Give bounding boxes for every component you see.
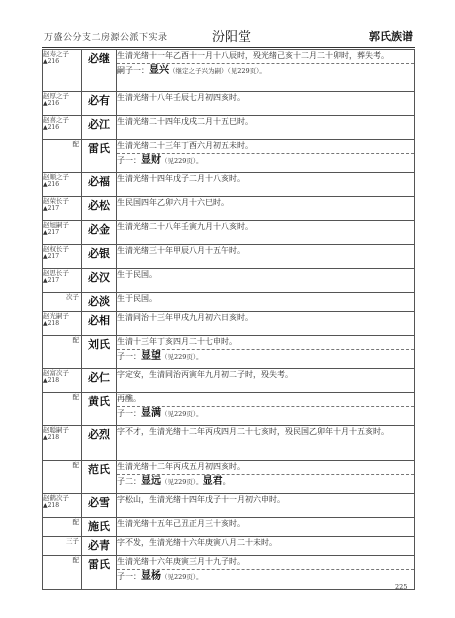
page-reference: （见229页）。: [161, 573, 203, 581]
relation-label: 赵权长子: [43, 245, 69, 253]
relation-cell: [43, 197, 82, 221]
genealogy-row: [43, 140, 415, 173]
person-name: 必淡: [82, 293, 117, 312]
generation-ref: ▲217: [43, 253, 60, 260]
punctuation: 。: [222, 477, 231, 486]
relation-cell: [43, 393, 82, 426]
biography-text: 生清同治十三年甲戌九月初六日亥时。: [117, 313, 253, 322]
relation-cell: [43, 92, 82, 116]
relation-cell: [43, 269, 82, 293]
relation-label: 配: [72, 336, 79, 344]
biography-cell: [117, 173, 415, 197]
genealogy-row: [43, 197, 415, 221]
person-name: 刘氏: [82, 336, 117, 369]
biography-cell: [117, 556, 415, 590]
biography-cell: [117, 494, 415, 518]
genealogy-row: [43, 50, 415, 92]
relation-cell: [43, 537, 82, 556]
person-name: 必继: [82, 50, 117, 92]
genealogy-row: [43, 393, 415, 426]
genealogy-row: [43, 173, 415, 197]
person-name: 必青: [82, 537, 117, 556]
children-line: [117, 569, 414, 583]
person-name: 必福: [82, 173, 117, 197]
relation-cell: [43, 245, 82, 269]
relation-label: 赵寿之子: [43, 50, 69, 58]
genealogy-row: [43, 537, 415, 556]
child-name: 显君: [202, 476, 223, 487]
relation-label: 配: [72, 556, 79, 564]
biography-text: 生清光绪十一年乙酉十一月十八辰时，殁光绪己亥十二月二十卯时，葬失考。: [117, 51, 389, 60]
genealogy-row: [43, 293, 415, 312]
children-label: 子一：: [117, 572, 141, 581]
biography-text: 生于民国。: [117, 294, 157, 303]
biography-text: 字不发，生清光绪十六年庚寅八月二十未时。: [117, 538, 277, 547]
biography-cell: [117, 393, 415, 426]
genealogy-row: [43, 494, 415, 518]
biography-text: 生清光绪二十八年壬寅九月十八亥时。: [117, 222, 253, 231]
page-header: [42, 26, 415, 44]
generation-ref: ▲217: [43, 277, 60, 284]
relation-label: 赵喜之子: [43, 116, 69, 124]
biography-text: 生清光绪二十三年丁酉六月初五未时。: [117, 141, 253, 150]
genealogy-row: [43, 269, 415, 293]
biography-text: 生清光绪十五年己丑正月三十亥时。: [117, 519, 245, 528]
biography-cell: [117, 369, 415, 393]
page-reference: （见229页）。: [161, 478, 203, 486]
generation-ref: ▲218: [43, 320, 60, 327]
child-name: 显财: [141, 155, 161, 166]
biography-cell: [117, 537, 415, 556]
relation-cell: [43, 369, 82, 393]
children-label: 子一：: [117, 352, 141, 361]
person-name: 必松: [82, 197, 117, 221]
relation-label: 赵厚之子: [43, 92, 69, 100]
children-label: 嗣子一：: [117, 66, 149, 75]
relation-cell: [43, 494, 82, 518]
child-name: 显远: [141, 476, 161, 487]
biography-cell: [117, 245, 415, 269]
person-name: 必相: [82, 312, 117, 336]
child-name: 显望: [141, 351, 161, 362]
generation-ref: ▲218: [43, 377, 60, 384]
person-name: 必有: [82, 92, 117, 116]
relation-label: 赵荣长子: [43, 197, 69, 205]
biography-text: 生清光绪十四年戊子二月十八亥时。: [117, 174, 245, 183]
relation-cell: [43, 116, 82, 140]
relation-label: 赵聪嗣子: [43, 426, 69, 434]
relation-cell: [43, 221, 82, 245]
biography-text: 字定安，生清同治丙寅年九月初二子时，殁失考。: [117, 370, 293, 379]
person-name: 必雪: [82, 494, 117, 518]
relation-cell: [43, 50, 82, 92]
biography-text: 生清光绪十二年丙戌五月初四亥时。: [117, 462, 245, 471]
page-reference: （见229页）。: [161, 157, 203, 165]
person-name: 黄氏: [82, 393, 117, 426]
children-line: [117, 406, 414, 420]
generation-ref: ▲216: [43, 181, 60, 188]
relation-label: 配: [72, 461, 79, 469]
relation-label: 三子: [66, 537, 79, 545]
relation-label: 赵光嗣子: [43, 312, 69, 320]
biography-text: 生清光绪三十年甲辰八月十五午时。: [117, 246, 245, 255]
relation-label: 次子: [66, 293, 79, 301]
biography-text: 再醮。: [117, 394, 141, 403]
children-line: [117, 474, 414, 488]
biography-cell: [117, 140, 415, 173]
person-name: 必仁: [82, 369, 117, 393]
page-reference: （继定之子兴为嗣）（见229页）。: [169, 67, 266, 75]
header-hall-name: 汾阳堂: [212, 30, 252, 45]
genealogy-row: [43, 312, 415, 336]
genealogy-row: [43, 245, 415, 269]
biography-cell: [117, 461, 415, 494]
children-line: [117, 63, 414, 77]
children-line: [117, 153, 414, 167]
generation-ref: ▲218: [43, 502, 60, 509]
header-rule: [42, 47, 415, 48]
biography-cell: [117, 336, 415, 369]
relation-label: 赵旭嗣子: [43, 221, 69, 229]
relation-label: 配: [72, 518, 79, 526]
children-line: [117, 349, 414, 363]
genealogy-row: [43, 92, 415, 116]
child-name: 显满: [141, 408, 161, 419]
generation-ref: ▲217: [43, 205, 60, 212]
biography-text: 生民国四年乙卯六月十六巳时。: [117, 198, 229, 207]
biography-cell: [117, 426, 415, 461]
biography-text: 生清光绪二十四年戊戌二月十五巳时。: [117, 117, 253, 126]
biography-cell: [117, 269, 415, 293]
biography-cell: [117, 293, 415, 312]
relation-label: 赵思长子: [43, 269, 69, 277]
biography-text: 生清十三年丁亥四月二十七申时。: [117, 337, 237, 346]
page-reference: （见229页）。: [161, 410, 203, 418]
genealogy-row: [43, 556, 415, 590]
person-name: 雷氏: [82, 140, 117, 173]
generation-ref: ▲216: [43, 58, 60, 65]
biography-text: 生于民国。: [117, 270, 157, 279]
child-name: 显兴: [149, 65, 169, 76]
children-label: 子二：: [117, 477, 141, 486]
genealogy-row: [43, 116, 415, 140]
generation-ref: ▲216: [43, 100, 60, 107]
children-label: 子一：: [117, 156, 141, 165]
biography-cell: [117, 92, 415, 116]
biography-cell: [117, 221, 415, 245]
generation-ref: ▲216: [43, 124, 60, 131]
relation-cell: [43, 140, 82, 173]
biography-text: 字不才，生清光绪十二年丙戌四月二十七亥时，殁民国乙卯年十月十五亥时。: [117, 427, 389, 436]
genealogy-row: [43, 336, 415, 369]
biography-cell: [117, 312, 415, 336]
person-name: 必金: [82, 221, 117, 245]
generation-ref: ▲217: [43, 229, 60, 236]
genealogy-row: [43, 369, 415, 393]
child-name: 显杨: [141, 571, 161, 582]
relation-label: 配: [72, 140, 79, 148]
relation-cell: [43, 426, 82, 461]
genealogy-row: [43, 461, 415, 494]
person-name: 必烈: [82, 426, 117, 461]
relation-label: 配: [72, 393, 79, 401]
relation-label: 赵鹤次子: [43, 494, 69, 502]
biography-text: 生清光绪十八年壬辰七月初四亥时。: [117, 93, 245, 102]
biography-text: 生清光绪十六年庚寅三月十九子时。: [117, 557, 245, 566]
person-name: 必江: [82, 116, 117, 140]
genealogy-row: [43, 426, 415, 461]
genealogy-row: [43, 518, 415, 537]
children-label: 子一：: [117, 409, 141, 418]
relation-cell: [43, 461, 82, 494]
person-name: 必汉: [82, 269, 117, 293]
relation-cell: [43, 556, 82, 590]
relation-cell: [43, 336, 82, 369]
genealogy-row: [43, 221, 415, 245]
page-number: 225: [395, 583, 408, 591]
biography-cell: [117, 116, 415, 140]
relation-cell: [43, 293, 82, 312]
header-book-title: 郭氏族谱: [369, 30, 413, 43]
page-reference: （见229页）。: [161, 353, 203, 361]
person-name: 雷氏: [82, 556, 117, 590]
person-name: 施氏: [82, 518, 117, 537]
person-name: 必银: [82, 245, 117, 269]
relation-cell: [43, 173, 82, 197]
relation-label: 赵富次子: [43, 369, 69, 377]
generation-ref: ▲218: [43, 434, 60, 441]
header-lineage-title: 万盛公分支二房源公派下实录: [44, 33, 168, 43]
genealogy-table: [42, 49, 415, 590]
person-name: 范氏: [82, 461, 117, 494]
biography-cell: [117, 50, 415, 92]
biography-cell: [117, 197, 415, 221]
relation-label: 赵顺之子: [43, 173, 69, 181]
biography-cell: [117, 518, 415, 537]
relation-cell: [43, 312, 82, 336]
relation-cell: [43, 518, 82, 537]
biography-text: 字松山，生清光绪十四年戊子十一月初六申时。: [117, 495, 285, 504]
